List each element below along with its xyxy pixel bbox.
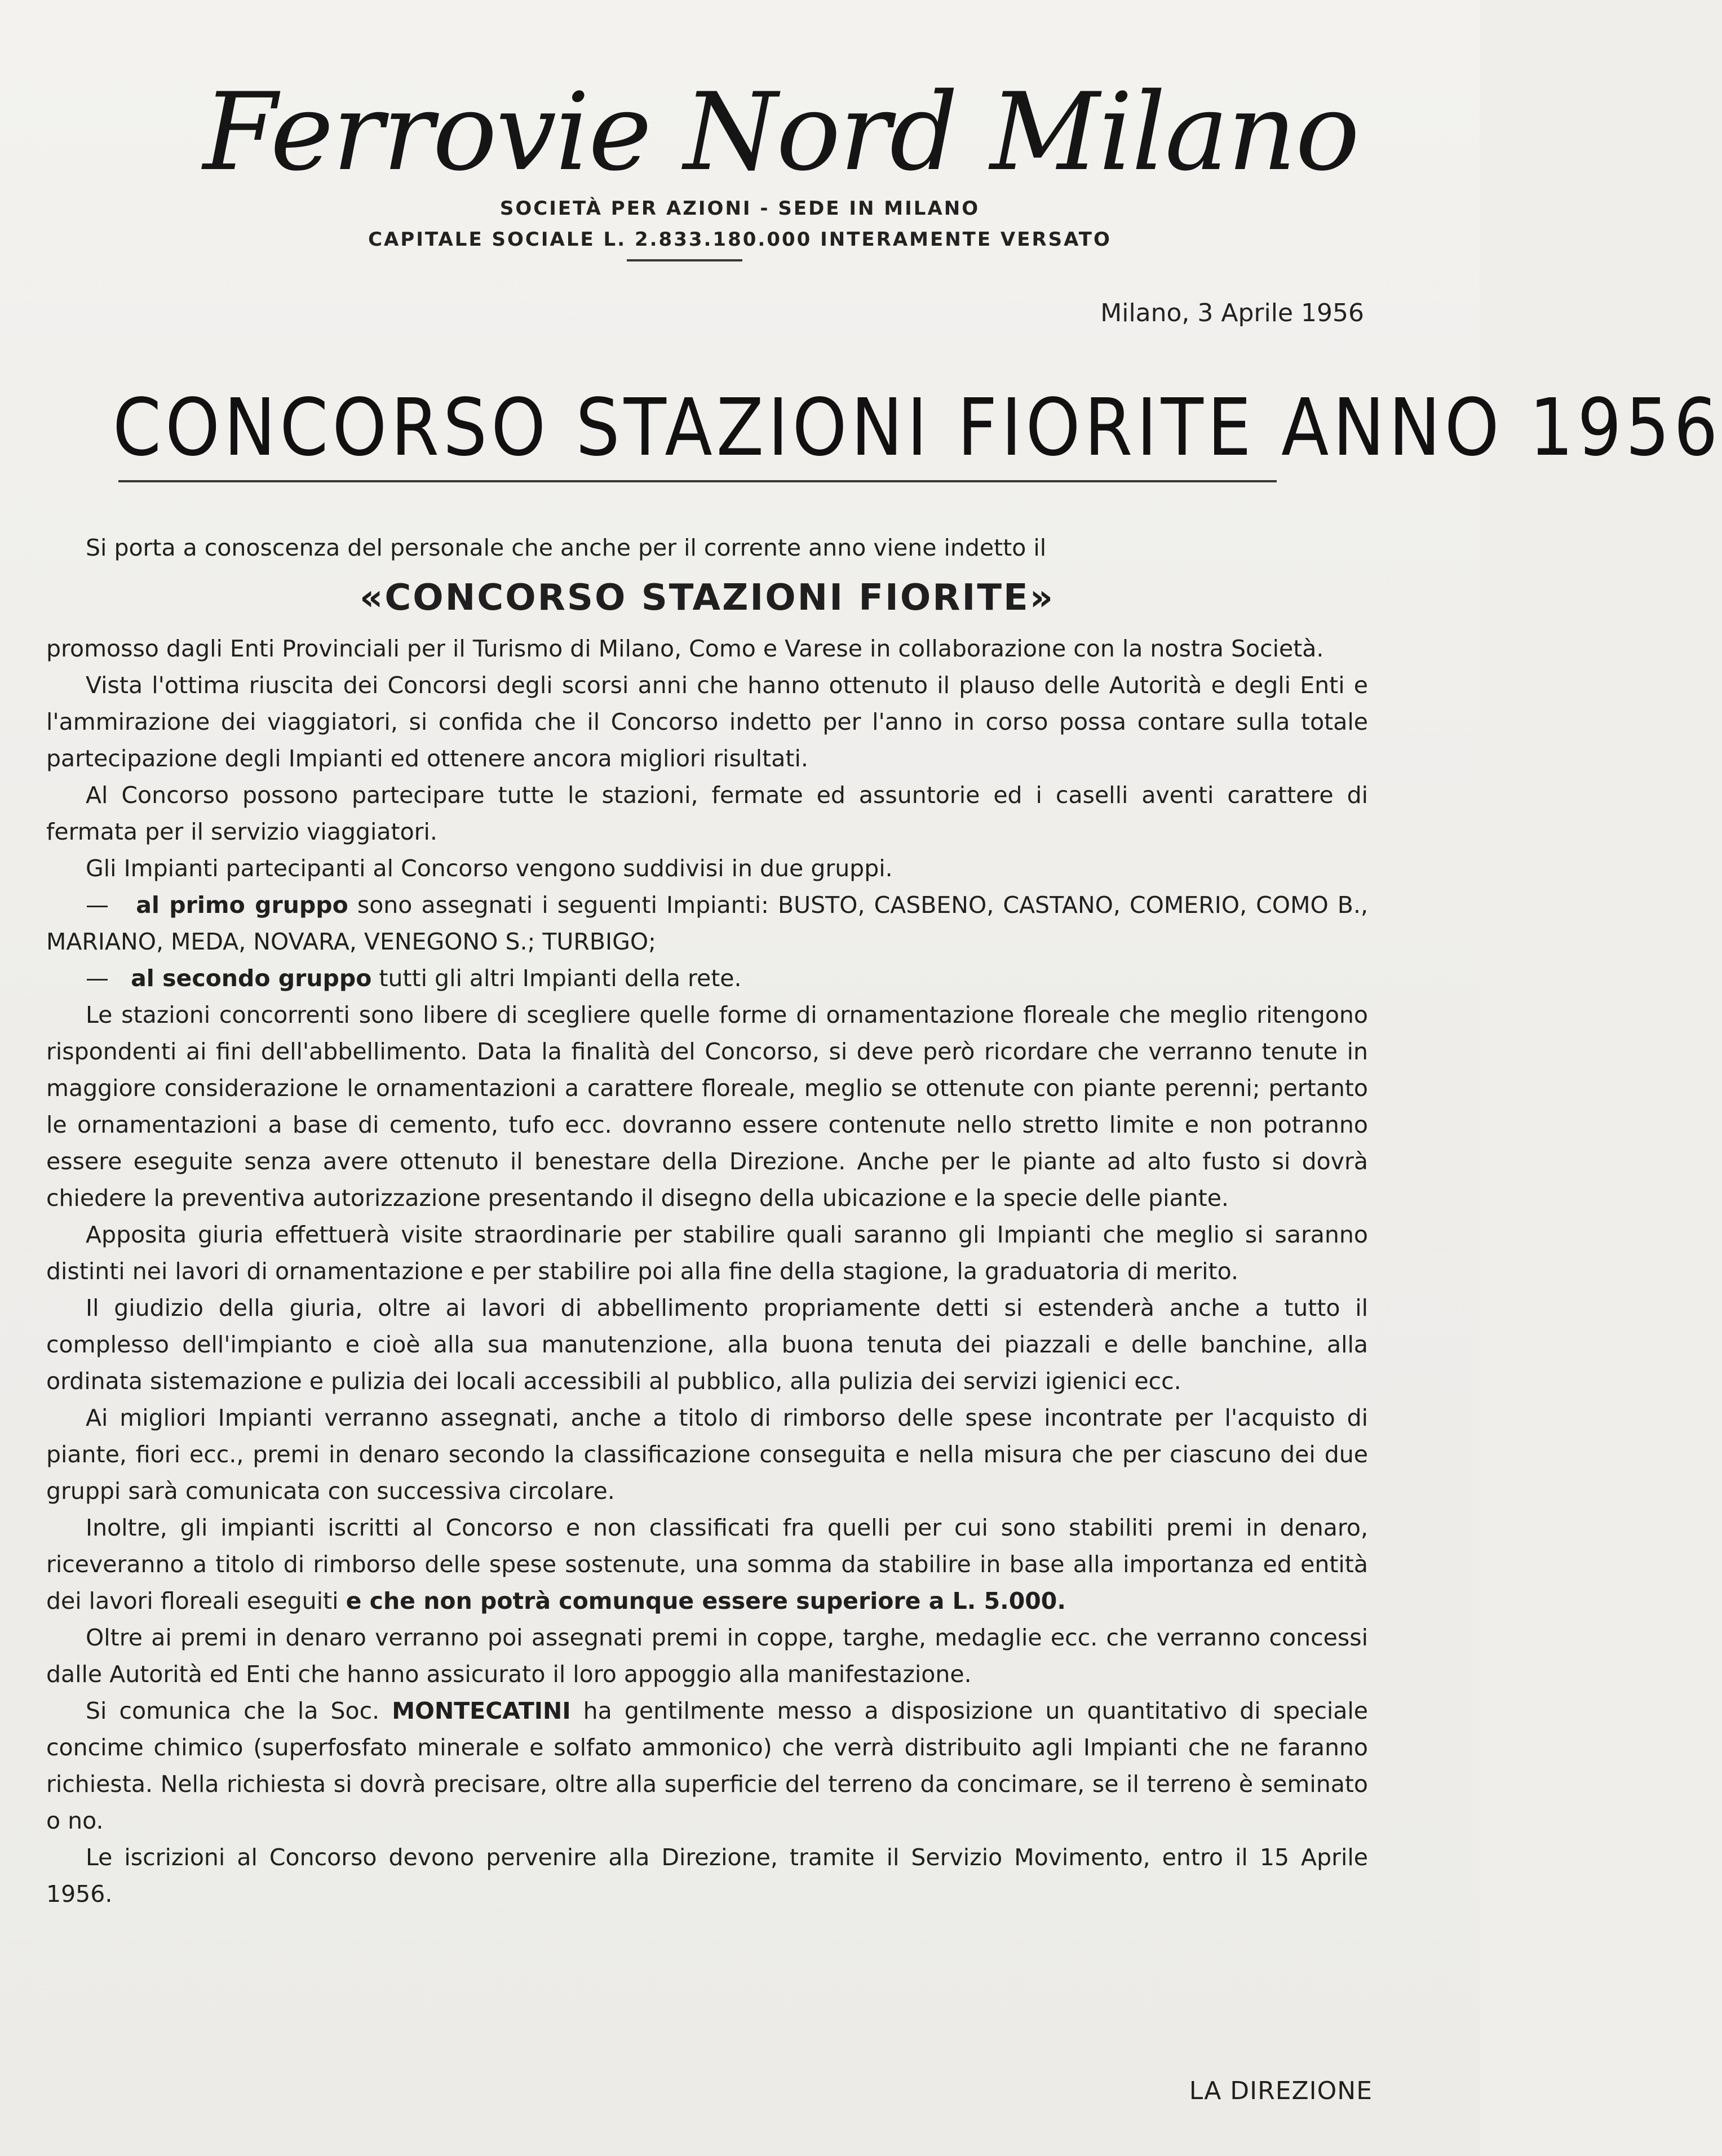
concime-text-b: ha gentilmente messo a disposizione un quantitativo di speciale concime chimico (superfosfato minerale e solfato ammonico) che verrà distribuito agli Impianti che ne faranno richiesta. Nella richiesta si dovrà precisare, oltre alla superficie del terreno da concimare, se il terreno è seminato o no. — [46, 1697, 1368, 1834]
sponsor-name: MONTECATINI — [392, 1697, 571, 1724]
group-two-text: tutti gli altri Impianti della rete. — [371, 965, 742, 992]
document-title: CONCORSO STAZIONI FIORITE ANNO 1956 — [113, 382, 1722, 474]
signature: LA DIREZIONE — [1189, 2077, 1373, 2105]
dash: — — [86, 965, 109, 992]
rimborso-limit: e che non potrà comunque essere superiore a L. 5.000. — [346, 1587, 1066, 1614]
group-two-label: al secondo gruppo — [131, 965, 372, 992]
paragraph-giudizio: Il giudizio della giuria, oltre ai lavori di abbellimento propriamente detti si estenderà anche a tutto il complesso dell'impianto e cioè alla sua manutenzione, alla buona tenuta dei piazzali e delle banchine, alla ordinata sistemazione e pulizia dei locali accessibili al pubblico, alla pulizia dei servizi igienici ecc. — [46, 1294, 1368, 1395]
dash: — — [86, 891, 109, 919]
document-date: Milano, 3 Aprile 1956 — [1100, 299, 1364, 327]
paragraph-ornamentazione: Le stazioni concorrenti sono libere di scegliere quelle forme di ornamentazione floreale che meglio ritengono rispondenti ai fini dell'abbellimento. Data la finalità del Concorso, si deve però ricordare che verranno tenute in maggiore considerazione le ornamentazioni a carattere floreale, meglio se ottenute con piante perenni; pertanto le ornamentazioni a base di cemento, tufo ecc. dovranno essere contenute nello stretto limite e non potranno essere eseguite senza avere ottenuto il benestare della Direzione. Anche per le piante ad alto fusto si dovrà chiedere la preventiva autorizzazione presentando il disegno della ubicazione e la specie delle piante. — [46, 1001, 1368, 1212]
paragraph-concime — [46, 1693, 1368, 1839]
paragraph-premi: Ai migliori Impianti verranno assegnati, anche a titolo di rimborso delle spese incontrate per l'acquisto di piante, fiori ecc., premi in denaro secondo la classificazione conseguita e nella misura che per ciascuno dei due gruppi sarà comunicata con successiva circolare. — [46, 1404, 1368, 1505]
contest-subtitle: «CONCORSO STAZIONI FIORITE» — [359, 577, 1055, 619]
paragraph-vista: Vista l'ottima riuscita dei Concorsi degli scorsi anni che hanno ottenuto il plauso delle Autorità e degli Enti e l'ammirazione dei viaggiatori, si confida che il Concorso indetto per l'anno in corso possa contare sulla totale partecipazione degli Impianti ed ottenere ancora migliori risultati. — [46, 672, 1368, 772]
group-one-item — [46, 887, 1368, 960]
company-logo: Ferrovie Nord Milano — [203, 70, 1359, 194]
paragraph-giuria: Apposita giuria effettuerà visite straordinarie per stabilire quali saranno gli Impianti che meglio si saranno distinti nei lavori di ornamentazione e per stabilire poi alla fine della stagione, la graduatoria di merito. — [46, 1221, 1368, 1285]
title-underline — [118, 480, 1277, 482]
group-one-text: sono assegnati i seguenti Impianti: BUSTO, CASBENO, CASTANO, COMERIO, COMO B., MARIANO, MEDA, NOVARA, VENEGONO S.; TURBIGO; — [46, 891, 1369, 955]
company-capital: CAPITALE SOCIALE L. 2.833.180.000 INTERAMENTE VERSATO — [368, 228, 1112, 251]
paragraph-iscrizioni: Le iscrizioni al Concorso devono pervenire alla Direzione, tramite il Servizio Movimento, entro il 15 Aprile 1956. — [46, 1844, 1368, 1907]
document-body — [46, 530, 1368, 1913]
group-one-label: al primo gruppo — [136, 891, 348, 919]
paragraph-partecipazione: Al Concorso possono partecipare tutte le stazioni, fermate ed assuntorie ed i caselli aventi carattere di fermata per il servizio viaggiatori. — [46, 782, 1368, 845]
paragraph-gruppi: Gli Impianti partecipanti al Concorso vengono suddivisi in due gruppi. — [86, 855, 893, 882]
company-legal-form: SOCIETÀ PER AZIONI - SEDE IN MILANO — [499, 197, 980, 220]
paragraph-promosso: promosso dagli Enti Provinciali per il Turismo di Milano, Como e Varese in collaborazione con la nostra Società. — [46, 635, 1324, 662]
paragraph-premi-extra: Oltre ai premi in denaro verranno poi assegnati premi in coppe, targhe, medaglie ecc. che verranno concessi dalle Autorità ed Enti che hanno assicurato il loro appoggio alla manifestazione. — [46, 1624, 1368, 1688]
intro-paragraph: Si porta a conoscenza del personale che anche per il corrente anno viene indetto il — [86, 534, 1047, 561]
rimborso-text: Inoltre, gli impianti iscritti al Concorso e non classificati fra quelli per cui sono stabiliti premi in denaro, riceveranno a titolo di rimborso delle spese sostenute, una somma da stabilire in base alla importanza ed entità dei lavori floreali eseguiti — [46, 1514, 1368, 1614]
group-two-item — [46, 960, 1368, 997]
header-divider — [627, 259, 742, 261]
concime-text-a: Si comunica che la Soc. — [86, 1697, 392, 1724]
paragraph-rimborso — [46, 1510, 1368, 1620]
